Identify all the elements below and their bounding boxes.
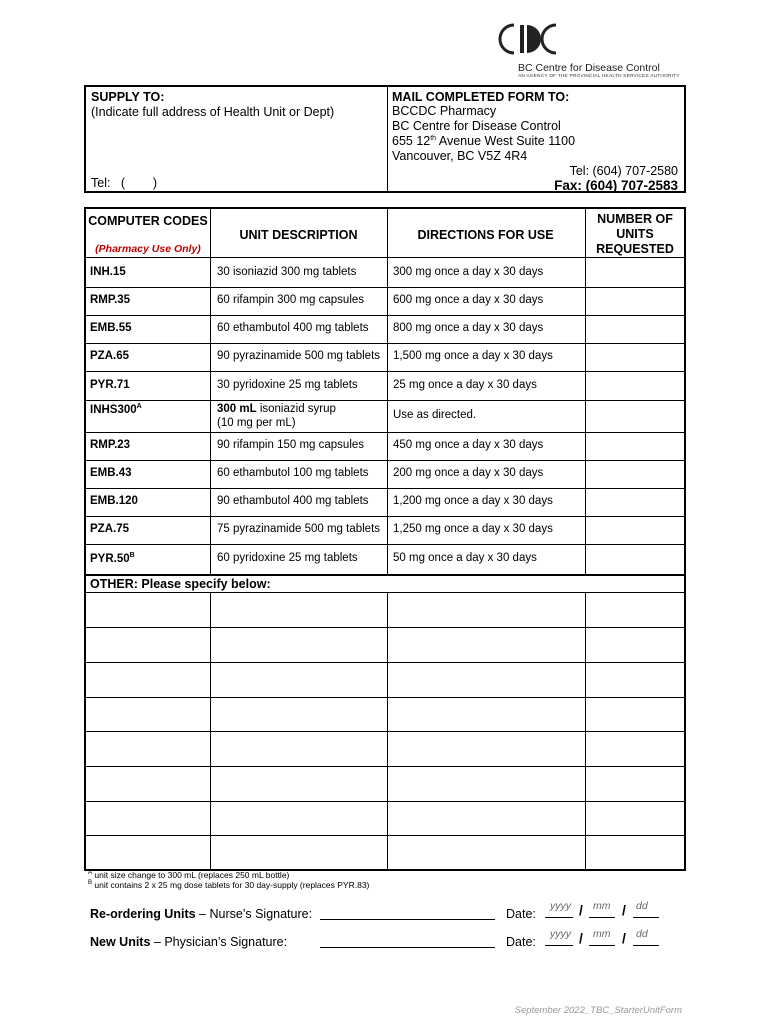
row-units-requested-input[interactable]	[586, 400, 684, 431]
other-specify-label: OTHER: Please specify below:	[90, 577, 271, 591]
col-line-3	[585, 209, 586, 574]
new-mm-hint: mm	[593, 928, 611, 940]
mail-line-4: Vancouver, BC V5Z 4R4	[392, 149, 528, 163]
row-computer-code: EMB.55	[90, 322, 132, 334]
row-computer-code: INH.15	[90, 266, 126, 278]
other-row-input[interactable]	[86, 628, 684, 661]
row-unit-description: 60 ethambutol 100 mg tablets	[217, 467, 369, 479]
row-unit-description: 60 pyridoxine 25 mg tablets	[217, 552, 358, 564]
mail-fax: Fax: (604) 707-2583	[554, 178, 678, 193]
row-directions: Use as directed.	[393, 409, 477, 421]
reorder-slash-1: /	[579, 902, 583, 918]
row-unit-description: 90 pyrazinamide 500 mg tablets	[217, 350, 381, 362]
reorder-day-field[interactable]	[633, 917, 659, 918]
row-computer-code: PYR.71	[90, 379, 130, 391]
address-header-box	[84, 85, 686, 193]
col-line-2	[387, 209, 388, 574]
row-directions: 200 mg once a day x 30 days	[393, 467, 544, 479]
reorder-mm-hint: mm	[593, 900, 611, 912]
row-computer-code: PZA.75	[90, 523, 129, 535]
header-computer-codes: COMPUTER CODES	[88, 214, 208, 228]
mail-line-1: BCCDC Pharmacy	[392, 104, 497, 118]
new-units-signature-label: New Units – Physician’s Signature:	[90, 935, 288, 949]
row-computer-code: EMB.120	[90, 495, 138, 507]
row-unit-description: 75 pyrazinamide 500 mg tablets	[217, 523, 381, 535]
row-units-requested-input[interactable]	[586, 488, 684, 515]
reorder-year-field[interactable]	[545, 917, 573, 918]
physician-signature-field[interactable]	[320, 947, 495, 948]
row-directions: 50 mg once a day x 30 days	[393, 552, 537, 564]
row-computer-code: $PYR.50^B$	[90, 552, 135, 565]
row-units-requested-input[interactable]	[586, 544, 684, 573]
row-directions: 25 mg once a day x 30 days	[393, 379, 537, 391]
row-directions: 600 mg once a day x 30 days	[393, 294, 544, 306]
row-computer-code: RMP.23	[90, 439, 131, 451]
row-unit-description: 60 rifampin 300 mg capsules	[217, 294, 365, 306]
row-directions: 1,200 mg once a day x 30 days	[393, 495, 553, 507]
other-row-input[interactable]	[86, 698, 684, 730]
row-computer-code: PZA.65	[90, 350, 129, 362]
other-row-input[interactable]	[86, 593, 684, 626]
row-units-requested-input[interactable]	[586, 259, 684, 286]
row-units-requested-input[interactable]	[586, 315, 684, 342]
row-units-requested-input[interactable]	[586, 287, 684, 314]
row-units-requested-input[interactable]	[586, 372, 684, 399]
new-dd-hint: dd	[636, 928, 648, 940]
reorder-month-field[interactable]	[589, 917, 615, 918]
row-unit-description: 90 rifampin 150 mg capsules	[217, 439, 365, 451]
row-directions: 1,250 mg once a day x 30 days	[393, 523, 553, 535]
new-year-field[interactable]	[545, 945, 573, 946]
header-pharmacy-note: (Pharmacy Use Only)	[95, 243, 201, 255]
new-slash-1: /	[579, 930, 583, 946]
logo-org-name: BC Centre for Disease Control	[518, 62, 660, 74]
col-line-1	[210, 209, 211, 574]
supply-tel-field[interactable]: Tel: ( )	[91, 176, 157, 190]
row-computer-code: EMB.43	[90, 467, 132, 479]
mail-to-title: MAIL COMPLETED FORM TO:	[392, 90, 570, 104]
row-directions: 450 mg once a day x 30 days	[393, 439, 544, 451]
row-computer-code: $INHS300^A$	[90, 403, 142, 416]
row-units-requested-input[interactable]	[586, 432, 684, 459]
row-unit-description: 30 isoniazid 300 mg tablets	[217, 266, 357, 278]
row-unit-description: 300 mL isoniazid syrup (10 mg per mL)	[217, 403, 336, 429]
reorder-yyyy-hint: yyyy	[550, 900, 571, 912]
new-day-field[interactable]	[633, 945, 659, 946]
header-directions: DIRECTIONS FOR USE	[417, 228, 554, 242]
new-slash-2: /	[622, 930, 626, 946]
header-divider	[387, 87, 388, 191]
other-row-input[interactable]	[86, 732, 684, 765]
other-row-input[interactable]	[86, 802, 684, 834]
row-directions: 800 mg once a day x 30 days	[393, 322, 544, 334]
reorder-dd-hint: dd	[636, 900, 648, 912]
other-top-line	[86, 574, 684, 576]
header-unit-description: UNIT DESCRIPTION	[239, 228, 358, 242]
mail-line-3: 655 12th Avenue West Suite 1100	[392, 134, 576, 148]
new-yyyy-hint: yyyy	[550, 928, 571, 940]
col-line-3-other	[585, 592, 586, 869]
reorder-signature-label: Re-ordering Units – Nurse’s Signature:	[90, 907, 313, 921]
other-row-input[interactable]	[86, 767, 684, 800]
bccdc-logo	[490, 22, 680, 82]
reorder-slash-2: /	[622, 902, 626, 918]
mail-line-2: BC Centre for Disease Control	[392, 119, 561, 133]
new-date-label: Date:	[506, 935, 536, 949]
supply-to-title: SUPPLY TO:	[91, 90, 165, 104]
mail-tel: Tel: (604) 707-2580	[569, 164, 678, 178]
col-line-2-other	[387, 592, 388, 869]
reorder-date-label: Date:	[506, 907, 536, 921]
row-directions: 300 mg once a day x 30 days	[393, 266, 544, 278]
footnote-a: $^A$ unit size change to 300 mL (replaces 250 mL bottle)	[88, 870, 290, 880]
header-bottom-line	[86, 257, 684, 258]
cdc-logo-mark-icon	[490, 22, 570, 56]
other-row-input[interactable]	[86, 663, 684, 696]
nurse-signature-field[interactable]	[320, 919, 495, 920]
row-unit-description: 90 ethambutol 400 mg tablets	[217, 495, 369, 507]
supply-to-subtitle: (Indicate full address of Health Unit or Dept)	[91, 105, 335, 119]
logo-org-subtitle: AN AGENCY OF THE PROVINCIAL HEALTH SERVICES AUTHORITY	[518, 74, 680, 79]
row-unit-description: 60 ethambutol 400 mg tablets	[217, 322, 369, 334]
new-month-field[interactable]	[589, 945, 615, 946]
row-units-requested-input[interactable]	[586, 516, 684, 543]
other-row-input[interactable]	[86, 836, 684, 868]
col-line-1-other	[210, 592, 211, 869]
footnote-b: $^B$ unit contains 2 x 25 mg dose tablets for 30 day-supply (replaces PYR.83)	[88, 880, 370, 890]
row-computer-code: RMP.35	[90, 294, 131, 306]
row-unit-description: 30 pyridoxine 25 mg tablets	[217, 379, 358, 391]
row-units-requested-input[interactable]	[586, 460, 684, 487]
form-footer-id: September 2022_TBC_StarterUnitForm	[514, 1005, 682, 1016]
header-number-units: NUMBER OF UNITS REQUESTED	[596, 212, 674, 256]
row-directions: 1,500 mg once a day x 30 days	[393, 350, 553, 362]
row-units-requested-input[interactable]	[586, 343, 684, 370]
order-table	[84, 207, 686, 871]
